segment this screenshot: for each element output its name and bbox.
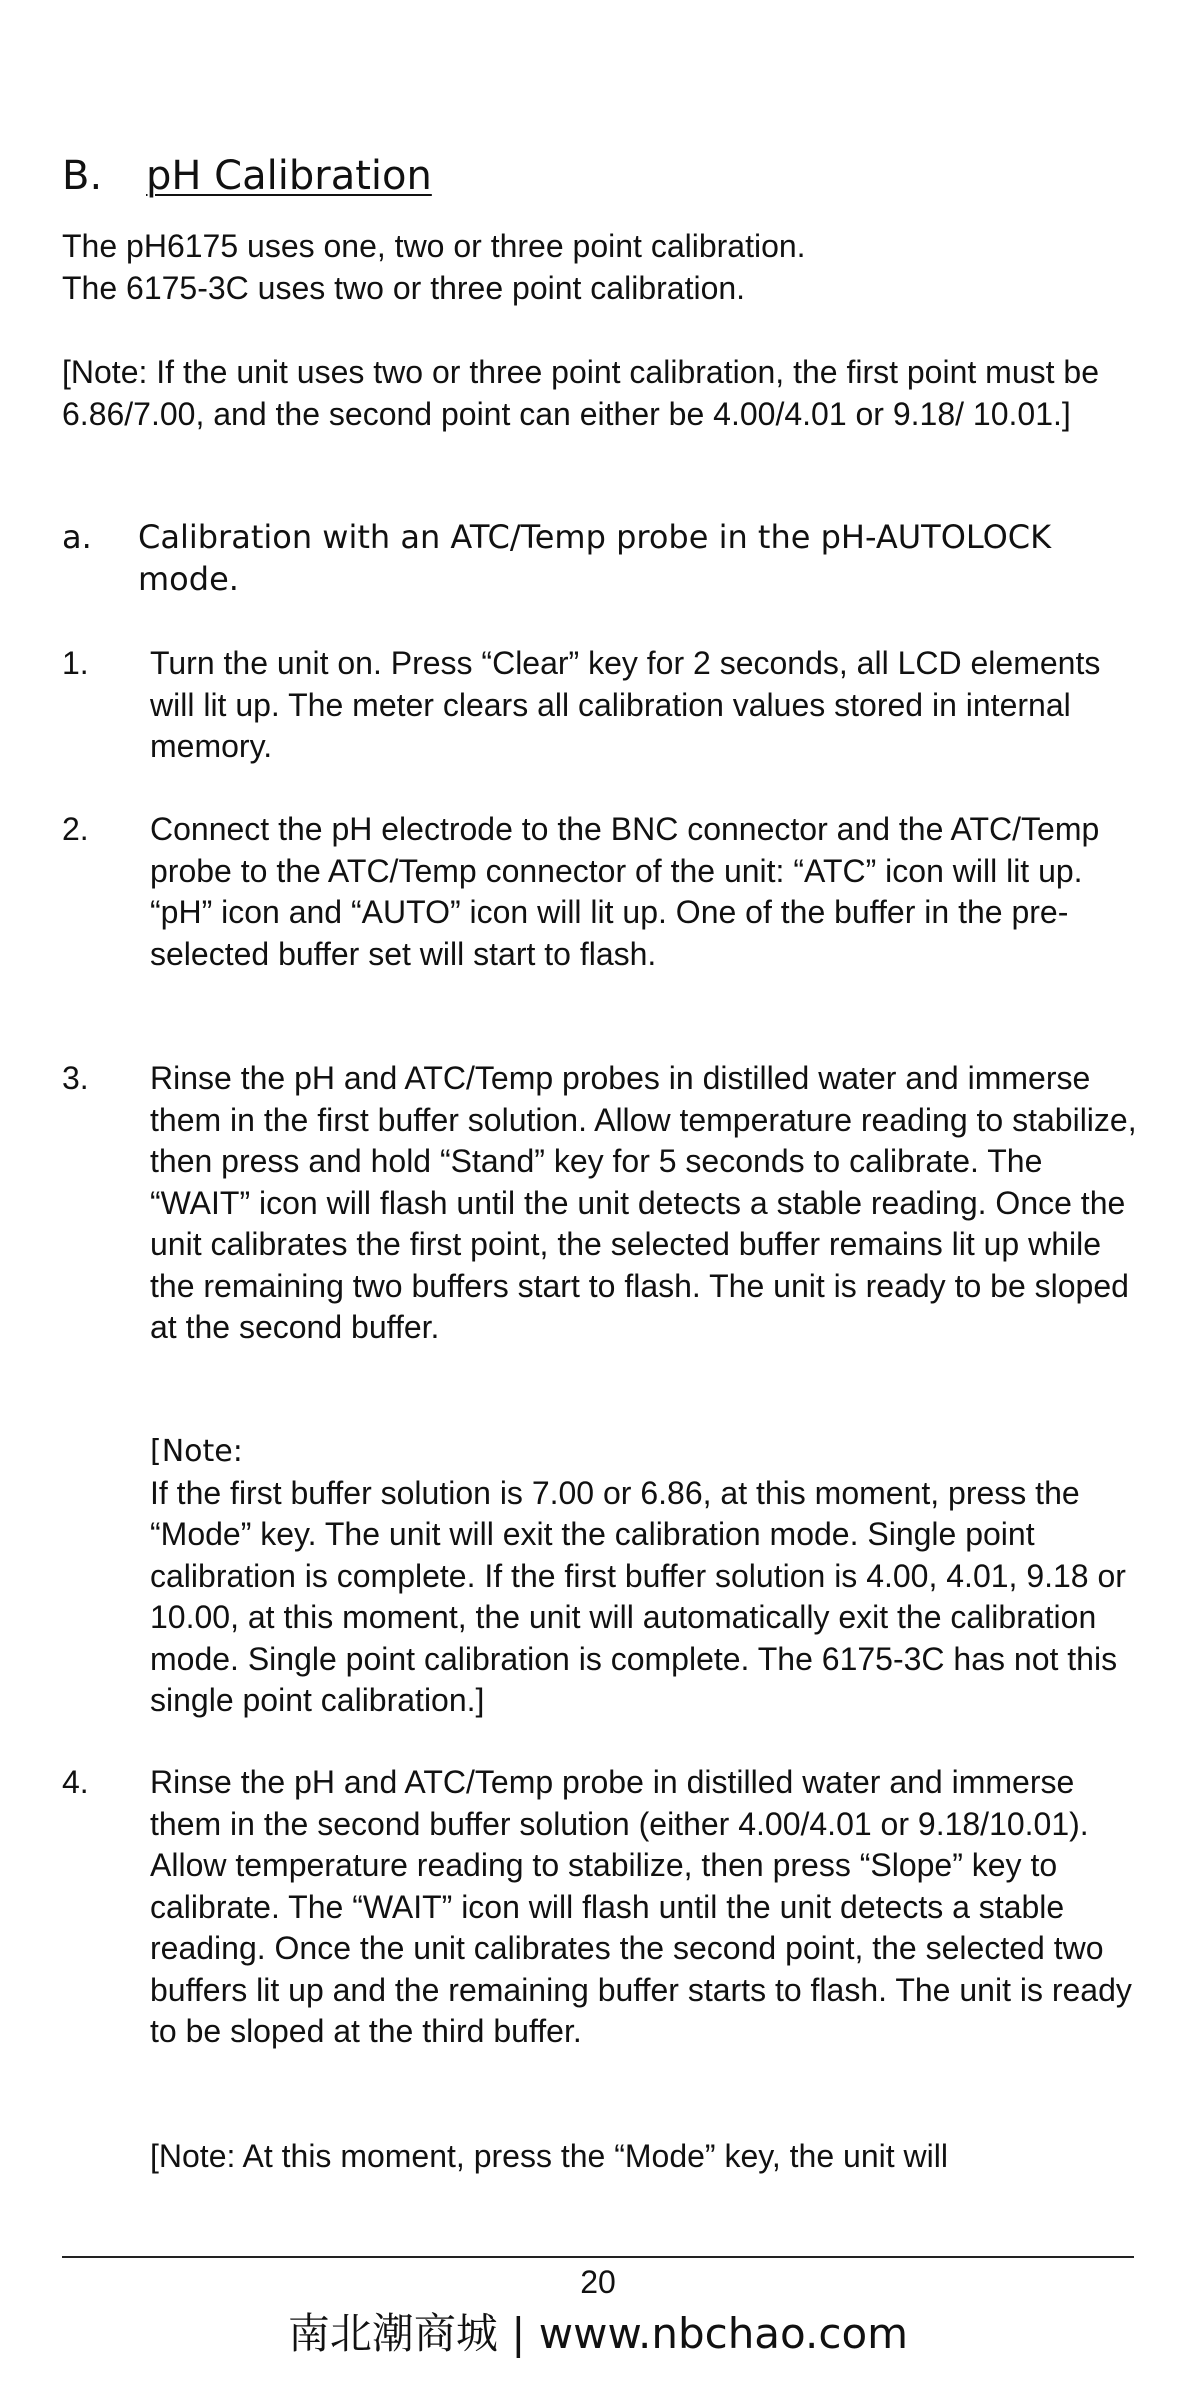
intro-paragraph	[62, 226, 1142, 309]
section-heading	[62, 150, 432, 202]
step-number: 2.	[62, 811, 89, 847]
step-text: Connect the pH electrode to the BNC connector and the ATC/Temp probe to the ATC/Temp connector of the unit: “ATC” icon will lit up. “pH” icon and “AUTO” icon will lit up. One of the buffer in the pre-selected buffer set will start to flash.	[150, 811, 1100, 972]
step-text: Turn the unit on. Press “Clear” key for 2 seconds, all LCD elements will lit up. The meter clears all calibration values stored in internal memory.	[150, 645, 1101, 764]
step-2	[62, 809, 1142, 975]
subsection-marker: a.	[62, 518, 92, 556]
section-letter: B.	[62, 153, 103, 199]
step-number: 1.	[62, 645, 89, 681]
subsection-title: Calibration with an ATC/Temp probe in the pH-AUTOLOCK mode.	[138, 518, 1052, 598]
calibration-point-note: [Note: If the unit uses two or three point calibration, the first point must be 6.86/7.00, and the second point can either be 4.00/4.01 or 9.18/ 10.01.]	[62, 354, 1099, 432]
footer-divider	[62, 2256, 1134, 2258]
step-text: Rinse the pH and ATC/Temp probe in distilled water and immerse them in the second buffer solution (either 4.00/4.01 or 9.18/10.01). Allow temperature reading to stabilize, then press “Slope” key to calibrate. The “WAIT” icon will flash until the unit detects a stable reading. Once the unit calibrates the second point, the selected two buffers lit up and the remaining buffer starts to flash. The unit is ready to be sloped at the third buffer.	[150, 1764, 1132, 2049]
step-number: 4.	[62, 1764, 89, 1800]
note-text: If the first buffer solution is 7.00 or 6.86, at this moment, press the “Mode” key. The unit will exit the calibration mode. Single point calibration is complete. If the first buffer solution is 4.00, 4.01, 9.18 or 10.00, at this moment, the unit will automatically exit the calibration mode. Single point calibration is complete. The 6175-3C has not this single point calibration.]	[150, 1474, 1126, 1718]
site-watermark: 南北潮商城 | www.nbchao.com	[287, 2309, 909, 2358]
step-1	[62, 643, 1142, 768]
manual-page	[62, 0, 1142, 2404]
subsection-heading	[62, 516, 1162, 600]
intro-line-1: The pH6175 uses one, two or three point calibration.	[62, 228, 806, 264]
note-label: [Note:	[150, 1434, 243, 1469]
intro-line-2: The 6175-3C uses two or three point calibration.	[62, 269, 746, 306]
step-4	[62, 1762, 1142, 2053]
page-number: 20	[580, 2264, 616, 2300]
step-4-note: [Note: At this moment, press the “Mode” key, the unit will	[150, 2138, 948, 2174]
step-text: Rinse the pH and ATC/Temp probes in distilled water and immerse them in the first buffer solution. Allow temperature reading to stabilize, then press and hold “Stand” key for 5 seconds to calibrate. The “WAIT” icon will flash until the unit detects a stable reading. Once the unit calibrates the first point, the selected buffer remains lit up while the remaining two buffers start to flash. The unit is ready to be sloped at the second buffer.	[150, 1060, 1137, 1345]
step-3-note	[150, 1431, 1150, 1722]
step-number: 3.	[62, 1060, 89, 1096]
step-3	[62, 1058, 1142, 1349]
section-title: pH Calibration	[146, 153, 432, 199]
